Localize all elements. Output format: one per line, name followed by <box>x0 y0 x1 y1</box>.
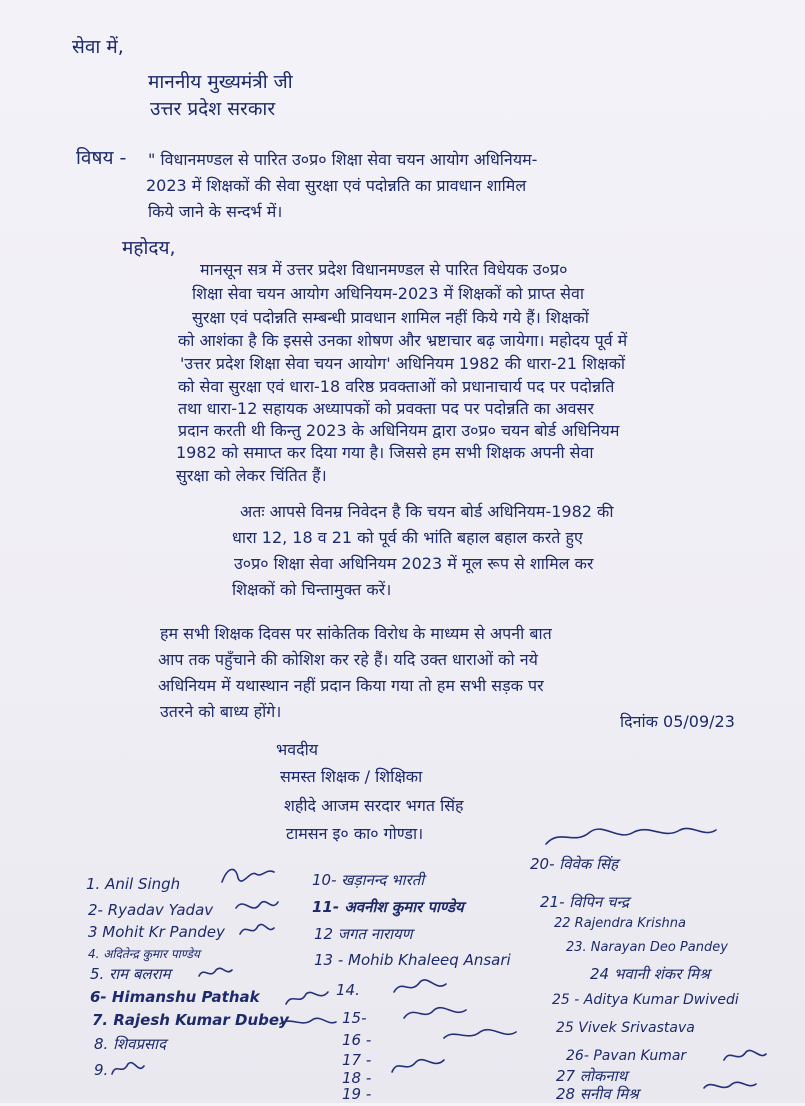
closing-yours: भवदीय <box>276 740 319 759</box>
closing-sender: समस्त शिक्षक / शिक्षिका <box>280 767 423 786</box>
signatory-entry: 15- <box>342 1009 367 1027</box>
signatory-entry: 20- विवेक सिंह <box>530 855 619 873</box>
signatory-entry: 25 Vivek Srivastava <box>556 1020 695 1036</box>
signatory-entry: 16 - <box>342 1031 372 1049</box>
signatory-entry: 4. अदितेन्द्र कुमार पाण्डेय <box>88 947 200 961</box>
signature-scribble <box>440 1022 520 1048</box>
para2-line: धारा 12, 18 व 21 को पूर्व की भांति बहाल बहाल करते हुए <box>232 528 583 547</box>
subject-line-1: " विधानमण्डल से पारित उ०प्र० शिक्षा सेवा चयन आयोग अधिनियम- <box>148 150 538 169</box>
para1-line: तथा धारा-12 सहायक अध्यापकों को प्रवक्ता पद पर पदोन्नति का अवसर <box>178 399 594 418</box>
subject-line-3: किये जाने के सन्दर्भ में। <box>148 202 283 221</box>
salutation-to: सेवा में, <box>72 36 124 58</box>
para1-line: सुरक्षा एवं पदोन्नति सम्बन्धी प्रावधान शामिल नहीं किये गये हैं। शिक्षकों <box>192 308 589 327</box>
greeting: महोदय, <box>122 237 176 259</box>
para1-line: 'उत्तर प्रदेश शिक्षा सेवा चयन आयोग' अधिनियम 1982 की धारा-21 शिक्षकों <box>180 354 626 373</box>
signature-scribble <box>700 1074 760 1100</box>
signature-scribble <box>720 1044 770 1070</box>
para3-line: अधिनियम में यथास्थान नहीं प्रदान किया गया तो हम सभी सड़क पर <box>158 676 544 695</box>
signatory-entry: 27 लोकनाथ <box>556 1067 628 1085</box>
signatory-entry: 1. Anil Singh <box>86 875 181 893</box>
signature-scribble <box>232 894 282 918</box>
signatory-entry: 6- Himanshu Pathak <box>90 988 260 1006</box>
signatory-entry: 2- Ryadav Yadav <box>88 901 214 919</box>
signature-scribble <box>388 1050 448 1080</box>
signatory-entry: 3 Mohit Kr Pandey <box>88 923 225 941</box>
para2-line: शिक्षकों को चिन्तामुक्त करें। <box>232 580 392 599</box>
signatory-entry: 19 - <box>342 1085 372 1103</box>
signatory-entry: 18 - <box>342 1069 372 1087</box>
signatory-entry: 22 Rajendra Krishna <box>554 916 686 931</box>
signatory-entry: 5. राम बलराम <box>90 965 171 983</box>
signature-scribble <box>390 972 450 1002</box>
para1-line: 1982 को समाप्त कर दिया गया है। जिससे हम सभी शिक्षक अपनी सेवा <box>176 443 594 462</box>
signatory-entry: 26- Pavan Kumar <box>566 1048 687 1064</box>
closing-institution-1: शहीदे आजम सरदार भगत सिंह <box>284 796 464 815</box>
para1-line: सुरक्षा को लेकर चिंतित हैं। <box>176 466 327 485</box>
signatory-entry: 9. <box>94 1061 109 1079</box>
subject-label: विषय - <box>76 147 127 169</box>
para1-line: शिक्षा सेवा चयन आयोग अधिनियम-2023 में शिक्षकों को प्राप्त सेवा <box>192 284 585 303</box>
signatory-entry: 25 - Aditya Kumar Dwivedi <box>552 992 739 1008</box>
para1-line: प्रदान करती थी किन्तु 2023 के अधिनियम द्वारा उ०प्र० चयन बोर्ड अधिनियम <box>178 421 620 440</box>
para2-line: अतः आपसे विनम्र निवेदन है कि चयन बोर्ड अधिनियम-1982 की <box>240 502 614 521</box>
signature-scribble <box>196 962 234 984</box>
signatory-entry: 23. Narayan Deo Pandey <box>566 940 728 955</box>
signatory-entry: 17 - <box>342 1051 372 1069</box>
closing-institution-2: टामसन इ० का० गोण्डा। <box>286 824 424 843</box>
signatory-entry: 11- अवनीश कुमार पाण्डेय <box>312 898 464 916</box>
signatory-entry: 28 सनीव मिश्र <box>556 1085 639 1103</box>
para1-line: को आशंका है कि इससे उनका शोषण और भ्रष्टाचार बढ़ जायेगा। महोदय पूर्व में <box>178 331 628 350</box>
letter-date: दिनांक 05/09/23 <box>620 712 735 731</box>
subject-line-2: 2023 में शिक्षकों की सेवा सुरक्षा एवं पदोन्नति का प्रावधान शामिल <box>146 176 527 195</box>
para3-line: उतरने को बाध्य होंगे। <box>160 702 282 721</box>
signatory-entry: 21- विपिन चन्द्र <box>540 893 630 911</box>
para1-line: मानसून सत्र में उत्तर प्रदेश विधानमण्डल से पारित विधेयक उ०प्र० <box>200 260 568 279</box>
signatory-entry: 10- खड़ानन्द भारती <box>312 871 425 889</box>
para3-line: हम सभी शिक्षक दिवस पर सांकेतिक विरोध के माध्यम से अपनी बात <box>160 624 552 643</box>
para3-line: आप तक पहुँचाने की कोशिश कर रहे हैं। यदि उक्त धाराओं को नये <box>158 650 538 669</box>
signature-scribble <box>540 820 720 854</box>
signatory-entry: 13 - Mohib Khaleeq Ansari <box>314 951 511 969</box>
recipient: माननीय मुख्यमंत्री जी <box>148 71 293 93</box>
signature-scribble <box>278 1010 338 1034</box>
para1-line: को सेवा सुरक्षा एवं धारा-18 वरिष्ठ प्रवक्ताओं को प्रधानाचार्य पद पर पदोन्नति <box>178 377 615 396</box>
signature-scribble <box>236 918 276 942</box>
signatory-entry: 12 जगत नारायण <box>314 925 413 943</box>
para2-line: उ०प्र० शिक्षा सेवा अधिनियम 2023 में मूल रूप से शामिल कर <box>234 554 594 573</box>
signature-scribble <box>218 862 278 890</box>
government: उत्तर प्रदेश सरकार <box>150 98 276 120</box>
signature-scribble <box>282 986 332 1012</box>
signatory-entry: 24 भवानी शंकर मिश्र <box>590 965 710 983</box>
signatory-entry: 8. शिवप्रसाद <box>94 1035 167 1053</box>
signatory-entry: 7. Rajesh Kumar Dubey <box>92 1011 289 1029</box>
signatory-entry: 14. <box>336 981 360 999</box>
signature-scribble <box>108 1056 148 1082</box>
